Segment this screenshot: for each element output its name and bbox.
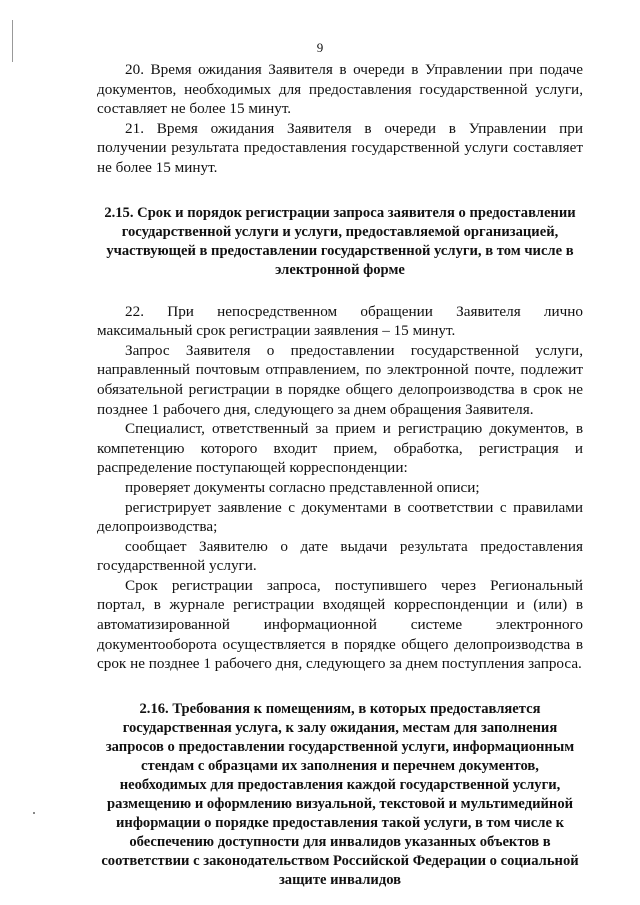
page-number: 9	[316, 40, 324, 55]
page-content	[97, 60, 583, 890]
paragraph-22-registers: регистрирует заявление с документами в соответствии с правилами делопроизводства;	[97, 498, 583, 536]
section-heading-2-15: 2.15. Срок и порядок регистрации запроса заявителя о предоставлении государственной услуги и услуги, предоставляемой организацией, участвующей в предоставлении государственной услуги, в том числе в электронной форме	[104, 204, 576, 278]
paragraph-20: 20. Время ожидания Заявителя в очереди в Управлении при подаче документов, необходимых для предоставления государственной услуги, составляет не более 15 минут.	[97, 61, 583, 118]
paragraph-22-portal: Срок регистрации запроса, поступившего через Региональный портал, в журнале регистрации входящей корреспонденции и (или) в автоматизированной информационной системе электронного документооборота осуществляется в порядке общего делопроизводства в срок не позднее 1 рабочего дня, следующего за днем поступления запроса.	[97, 576, 583, 673]
paragraph-22-request: Запрос Заявителя о предоставлении государственной услуги, направленный почтовым отправлением, по электронной почте, подлежит обязательной регистрации в порядке общего делопроизводства в срок не позднее 1 рабочего дня, следующего за днем обращения Заявителя.	[97, 341, 583, 418]
section-heading-2-16: 2.16. Требования к помещениям, в которых предоставляется государственная услуга, к залу ожидания, местам для заполнения запросов о предоставлении государственной услуги, информационным стендам с образцами их заполнения и перечнем документов, необходимых для предоставления каждой государственной услуги, размещению и оформлению визуальной, текстовой и мультимедийной информации о порядке предоставления такой услуги, в том числе к обеспечению доступности для инвалидов указанных объектов в соответствии с законодательством Российской Федерации о социальной защите инвалидов	[101, 700, 579, 888]
paragraph-22-specialist: Специалист, ответственный за прием и регистрацию документов, в компетенцию которого входит прием, обработка, регистрация и распределение поступающей корреспонденции:	[97, 420, 583, 477]
scan-speck	[33, 812, 35, 814]
paragraph-22-checks: проверяет документы согласно представленной описи;	[125, 478, 480, 496]
paragraph-22-informs: сообщает Заявителю о дате выдачи результата предоставления государственной услуги.	[97, 537, 583, 575]
paragraph-21: 21. Время ожидания Заявителя в очереди в Управлении при получении результата предоставления государственной услуги составляет не более 15 минут.	[97, 119, 583, 176]
paragraph-22: 22. При непосредственном обращении Заявителя лично максимальный срок регистрации заявления – 15 минут.	[97, 302, 583, 340]
